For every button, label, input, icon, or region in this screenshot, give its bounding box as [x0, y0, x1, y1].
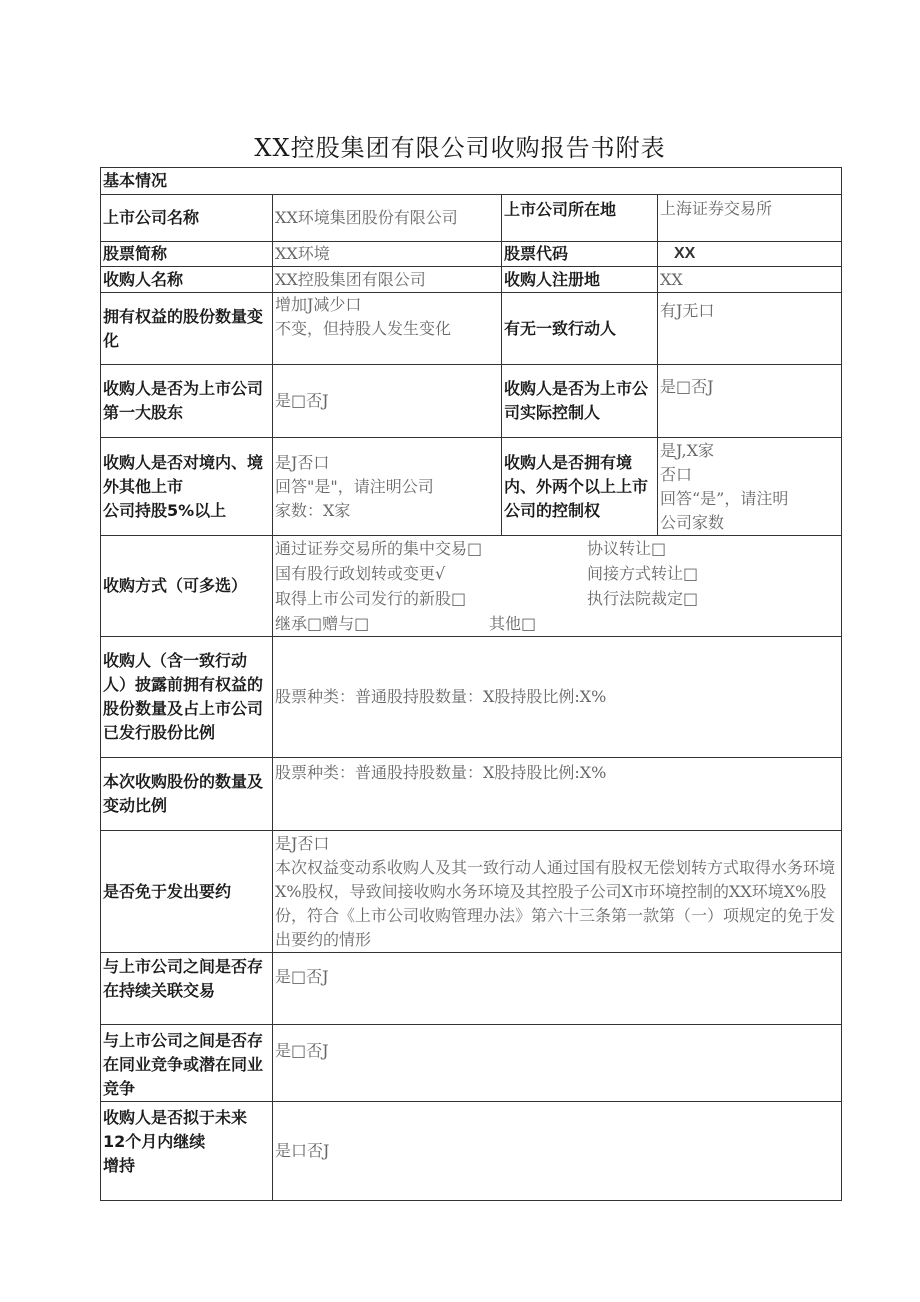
method-label: 收购方式（可多选） — [101, 536, 273, 637]
method-option: 其他□ — [489, 614, 537, 633]
competition-label: 与上市公司之间是否存在同业竞争或潜在同业竞争 — [101, 1025, 273, 1102]
control-two-label: 收购人是否拥有境内、外两个以上上市公司的控制权 — [502, 438, 658, 536]
controller-value: 是□否J — [658, 365, 842, 438]
exempt-label: 是否免于发出要约 — [101, 831, 273, 953]
competition-value: 是□否J — [273, 1025, 842, 1102]
company-name-label: 上市公司名称 — [101, 195, 273, 242]
related-tx-label: 与上市公司之间是否存在持续关联交易 — [101, 953, 273, 1025]
method-option: 通过证券交易所的集中交易□ — [275, 539, 483, 558]
method-option: 继承□赠与□ — [275, 614, 370, 633]
stock-short-value: XX环境 — [273, 242, 502, 267]
largest-holder-label: 收购人是否为上市公司第一大股东 — [101, 365, 273, 438]
method-option: 执行法院裁定□ — [587, 589, 699, 608]
location-value: 上海证券交易所 — [658, 195, 842, 242]
concert-label: 有无一致行动人 — [502, 293, 658, 365]
equity-change-value: 增加J减少口 不变，但持股人发生变化 — [273, 293, 502, 365]
method-option: 协议转让□ — [587, 539, 667, 558]
method-options — [273, 536, 842, 637]
method-option: 间接方式转让□ — [587, 564, 699, 583]
document-title: XX控股集团有限公司收购报告书附表 — [254, 134, 666, 162]
method-option: 取得上市公司发行的新股□ — [275, 589, 467, 608]
this-acq-value: 股票种类：普通股持股数量：X股持股比例:X% — [273, 758, 842, 831]
this-acq-label: 本次收购股份的数量及变动比例 — [101, 758, 273, 831]
company-name-value: XX环境集团股份有限公司 — [273, 195, 502, 242]
stock-code-value: XX — [658, 242, 842, 267]
increase-value: 是口否J — [273, 1102, 842, 1201]
stock-code-label: 股票代码 — [502, 242, 658, 267]
section-header: 基本情况 — [101, 168, 842, 195]
acquirer-reg-label: 收购人注册地 — [502, 267, 658, 293]
over5-label: 收购人是否对境内、境外其他上市 公司持股5%以上 — [101, 438, 273, 536]
over5-value: 是J否口 回答"是"，请注明公司 家数：X家 — [273, 438, 502, 536]
related-tx-value: 是□否J — [273, 953, 842, 1025]
controller-label: 收购人是否为上市公司实际控制人 — [502, 365, 658, 438]
equity-change-label: 拥有权益的股份数量变化 — [101, 293, 273, 365]
acquirer-reg-value: XX — [658, 267, 842, 293]
acquirer-name-label: 收购人名称 — [101, 267, 273, 293]
acquisition-report-table — [100, 167, 842, 1201]
largest-holder-value: 是□否J — [273, 365, 502, 438]
concert-value: 有J无口 — [658, 293, 842, 365]
location-label: 上市公司所在地 — [502, 195, 658, 242]
acquirer-name-value: XX控股集团有限公司 — [273, 267, 502, 293]
control-two-value: 是J,X家 否口 回答“是”，请注明 公司家数 — [658, 438, 842, 536]
pre-holding-label: 收购人（含一致行动人）披露前拥有权益的股份数量及占上市公司已发行股份比例 — [101, 637, 273, 758]
method-option: 国有股行政划转或变更√ — [275, 564, 446, 583]
increase-label: 收购人是否拟于未来 12个月内继续 增持 — [101, 1102, 273, 1201]
exempt-value: 是J否口 本次权益变动系收购人及其一致行动人通过国有股权无偿划转方式取得水务环境X%股权，导致间接收购水务环境及其控股子公司X市环境控制的XX环境X%股份，符合《上市公司收购管理办法》第六十三条第一款第（一）项规定的免于发出要约的情形 — [273, 831, 842, 953]
stock-short-label: 股票简称 — [101, 242, 273, 267]
pre-holding-value: 股票种类：普通股持股数量：X股持股比例:X% — [273, 637, 842, 758]
